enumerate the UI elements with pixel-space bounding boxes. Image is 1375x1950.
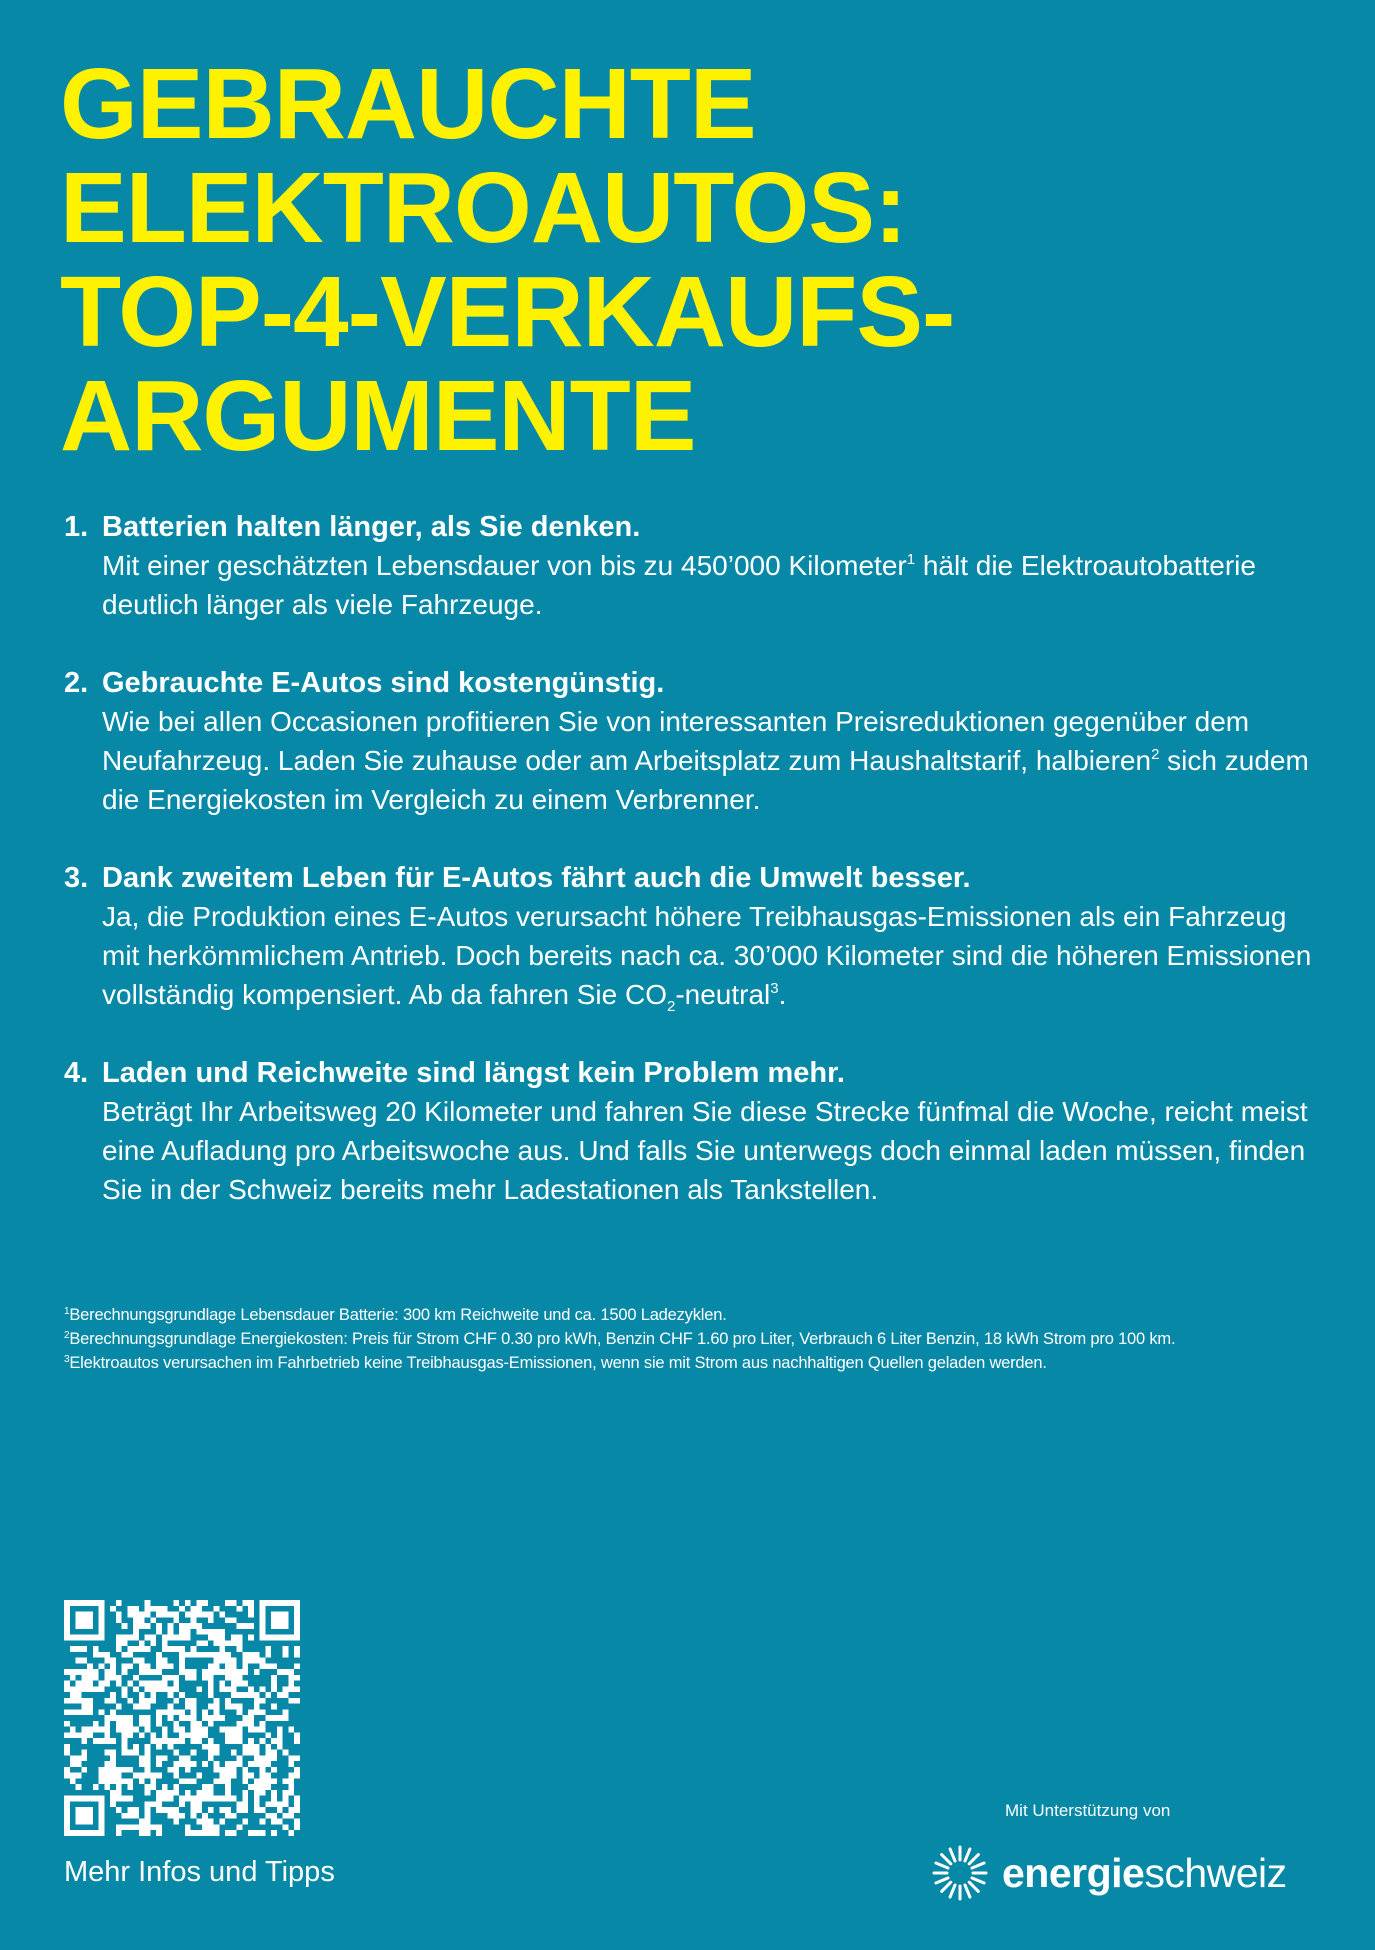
argument-item — [64, 1054, 1314, 1209]
argument-item — [64, 664, 1314, 819]
argument-body: Mit einer geschätzten Lebensdauer von bis zu 450’000 Kilometer$^1$ hält die Elektroautobatterie deutlich länger als viele Fahrzeuge. — [102, 550, 1256, 620]
argument-body: Wie bei allen Occasionen profitieren Sie von interessanten Preisreduktionen gegenüber dem Neufahrzeug. Laden Sie zuhause oder am Arbeitsplatz zum Haushaltstarif, halbieren$^2$ sich zudem die Energiekosten im Vergleich zu einem Verbrenner. — [102, 706, 1309, 815]
argument-item — [64, 508, 1314, 624]
argument-number: 3. — [64, 862, 89, 894]
support-label: Mit Unterstützung von — [1005, 1801, 1171, 1820]
footnote: $^2$Berechnungsgrundlage Energiekosten: Preis für Strom CHF 0.30 pro kWh, Benzin CHF 1.60 pro Liter, Verbrauch 6 Liter Benzin, 18 kWh Strom pro 100 km. — [64, 1330, 1176, 1348]
title-line-2: ELEKTROAUTOS: — [60, 152, 907, 264]
footnote-ref: 3 — [770, 980, 779, 997]
argument-number: 2. — [64, 667, 89, 699]
title-line-4: ARGUMENTE — [60, 360, 696, 472]
argument-body: Ja, die Produktion eines E-Autos verursacht höhere Treibhausgas-Emissionen als ein Fahrzeug mit herkömmlichem Antrieb. Doch bereits nach ca. 30’000 Kilometer sind die höheren Emissionen vollständig kompensiert. Ab da fahren Sie $CO_2-neutral^3$. — [102, 901, 1312, 1015]
argument-body: Beträgt Ihr Arbeitsweg 20 Kilometer und fahren Sie diese Strecke fünfmal die Woche, reicht meist eine Aufladung pro Arbeitswoche aus. Und falls Sie unterwegs doch einmal laden müssen, finden Sie in der Schweiz bereits mehr Ladestationen als Tankstellen. — [102, 1096, 1308, 1205]
title-line-1: GEBRAUCHTE — [60, 48, 756, 160]
arguments-list — [64, 508, 1314, 1249]
qr-caption: Mehr Infos und Tipps — [64, 1856, 335, 1888]
argument-heading: Gebrauchte E-Autos sind kostengünstig. — [102, 667, 665, 699]
subscript: 2 — [666, 998, 676, 1015]
footnote-ref: 1 — [906, 551, 916, 568]
footnotes — [64, 1303, 1334, 1375]
sun-burst-logo-icon — [930, 1843, 990, 1903]
argument-item — [64, 859, 1314, 1014]
argument-heading: Laden und Reichweite sind längst kein Problem mehr. — [102, 1057, 845, 1089]
qr-code-icon[interactable] — [64, 1600, 300, 1836]
argument-heading: Batterien halten länger, als Sie denken. — [102, 511, 641, 543]
argument-heading: Dank zweitem Leben für E-Autos fährt auch die Umwelt besser. — [102, 862, 971, 894]
footnote: $^1$Berechnungsgrundlage Lebensdauer Batterie: 300 km Reichweite und ca. 1500 Ladezyklen. — [64, 1306, 727, 1324]
footnote-ref: 2 — [1151, 746, 1160, 763]
argument-number: 4. — [64, 1057, 89, 1089]
energieschweiz-logo — [930, 1843, 1287, 1903]
title-line-3: TOP-4-VERKAUFS- — [60, 256, 955, 368]
argument-number: 1. — [64, 511, 89, 543]
brand-wordmark: energieschweiz — [1002, 1850, 1287, 1896]
page-title — [60, 48, 955, 472]
footnote: $^3$Elektroautos verursachen im Fahrbetrieb keine Treibhausgas-Emissionen, wenn sie mit Strom aus nachhaltigen Quellen geladen werden. — [64, 1354, 1047, 1372]
